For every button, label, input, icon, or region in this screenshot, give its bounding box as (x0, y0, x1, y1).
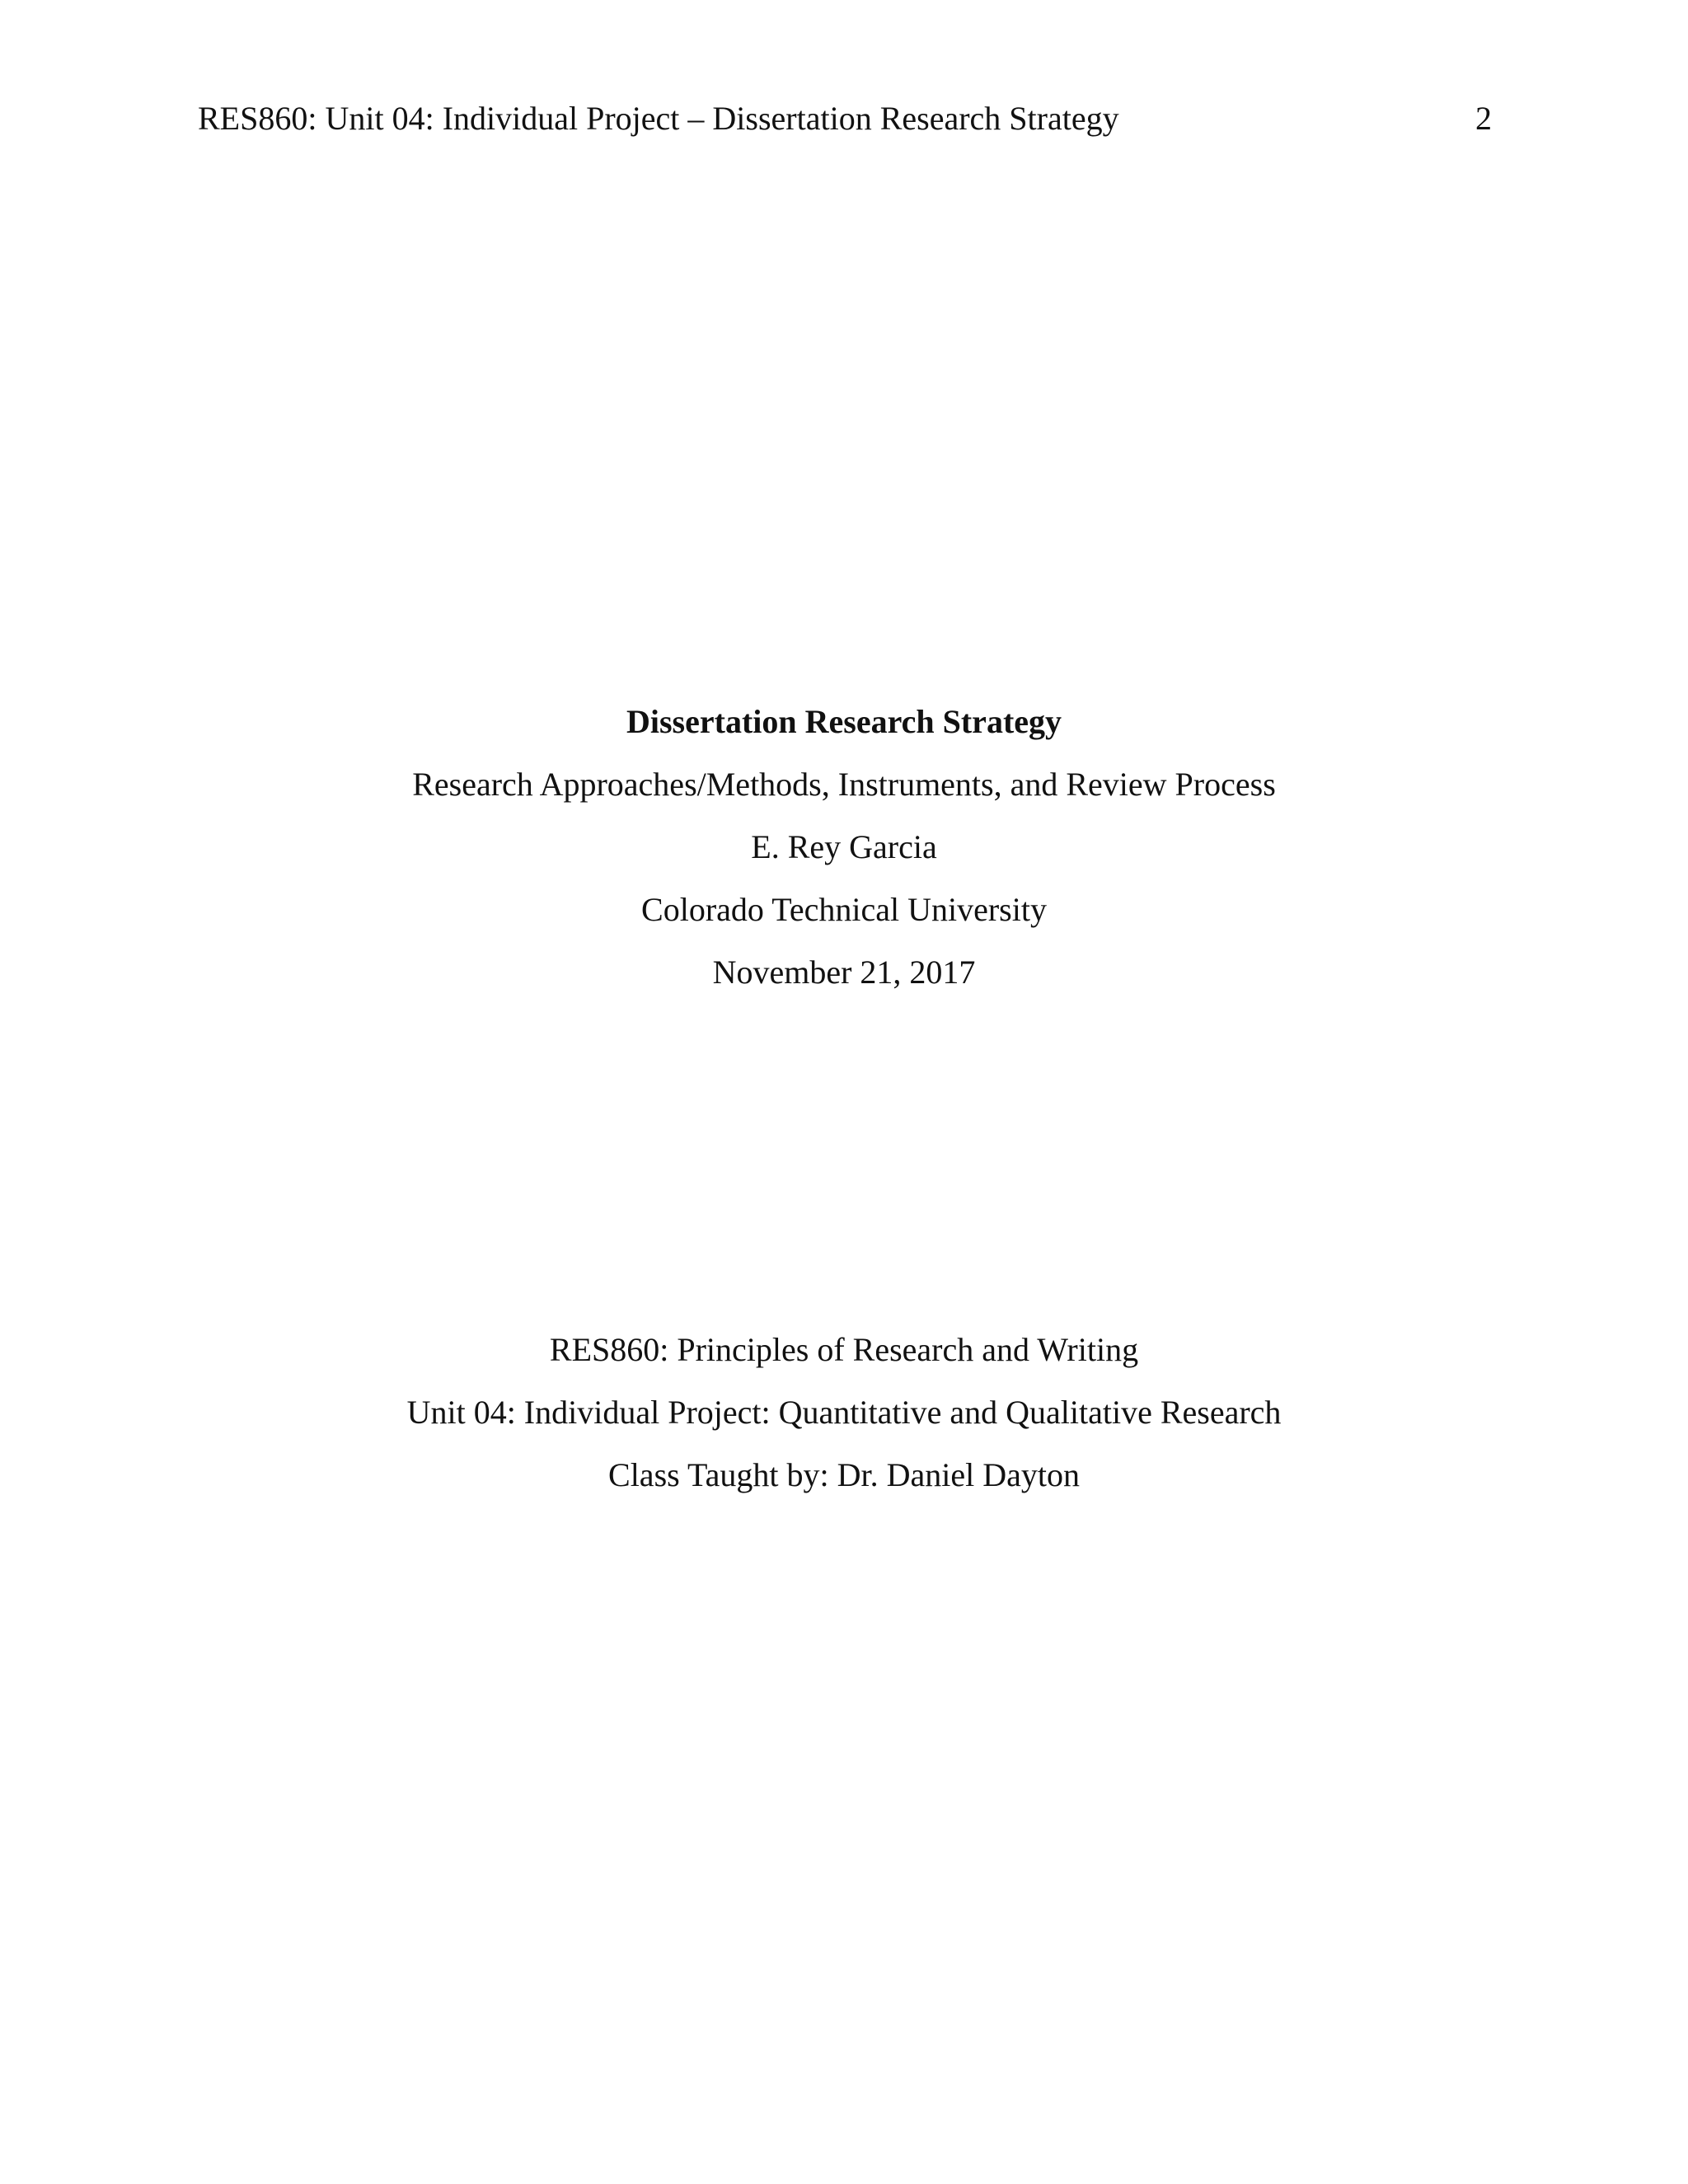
running-head (198, 94, 1492, 143)
paper-title: Dissertation Research Strategy (626, 703, 1062, 740)
paper-subtitle: Research Approaches/Methods, Instruments, and Review Process (412, 766, 1276, 803)
title-block (0, 691, 1688, 1004)
assignment-name: Unit 04: Individual Project: Quantitative and Qualitative Research (406, 1394, 1282, 1431)
instructor-name: Class Taught by: Dr. Daniel Dayton (608, 1456, 1080, 1493)
paper-date: November 21, 2017 (712, 954, 976, 991)
course-name: RES860: Principles of Research and Writing (549, 1331, 1139, 1368)
running-head-title: RES860: Unit 04: Individual Project – Dissertation Research Strategy (198, 100, 1119, 137)
author-name: E. Rey Garcia (751, 828, 937, 865)
page-number: 2 (1475, 100, 1492, 137)
course-info-block (0, 1319, 1688, 1507)
institution-name: Colorado Technical University (641, 891, 1047, 928)
